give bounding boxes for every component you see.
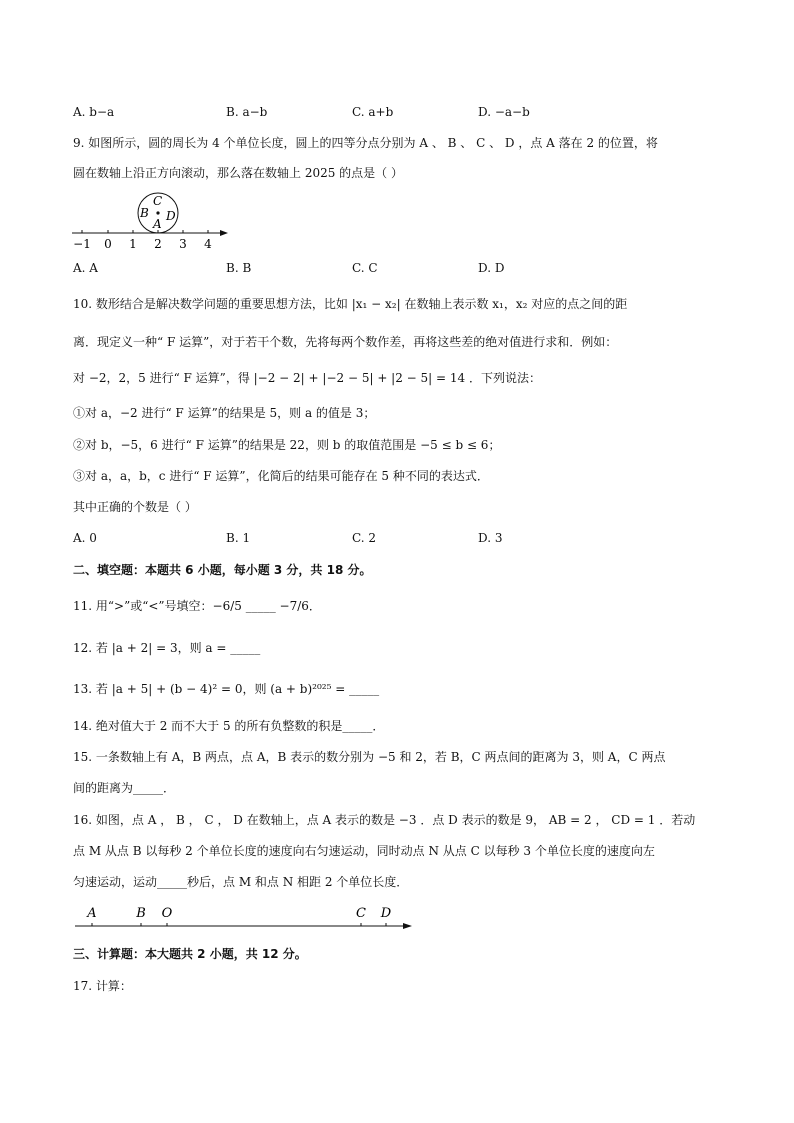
q9-tick-label: 4 <box>204 237 212 250</box>
q13: 13. 若 |a + 5| + (b − 4)² = 0，则 (a + b)²⁰²⁵ = _____ <box>73 682 380 696</box>
q9-point-c-label: C <box>153 194 163 208</box>
q9-tick-label: 1 <box>129 237 137 250</box>
q9-option-c: C. C <box>352 261 378 275</box>
q10-line3: 对 −2，2，5 进行“ F 运算”，得 |−2 − 2| + |−2 − 5| + |2 − 5| = 14 ．下列说法： <box>73 371 541 385</box>
q9-tick-label: 2 <box>154 237 162 250</box>
q9-tick-label: −1 <box>73 237 91 250</box>
q14: 14. 绝对值大于 2 而不大于 5 的所有负整数的积是_____． <box>73 719 385 733</box>
q8-option-d: D. −a−b <box>478 105 530 119</box>
q10-statement-3: ③对 a，a，b，c 进行“ F 运算”，化简后的结果可能存在 5 种不同的表达式． <box>73 469 489 483</box>
q9-line1: 9. 如图所示，圆的周长为 4 个单位长度，圆上的四等分点分别为 A 、 B 、 C 、 D ，点 A 落在 2 的位置，将 <box>73 136 658 150</box>
q10-question: 其中正确的个数是（ ） <box>73 500 197 514</box>
section-3-heading: 三、计算题：本大题共 2 小题，共 12 分。 <box>73 947 307 961</box>
q9-option-b: B. B <box>226 261 252 275</box>
q9-tick-label: 0 <box>104 237 112 250</box>
q10-line1: 10. 数形结合是解决数学问题的重要思想方法，比如 |x₁ − x₂| 在数轴上表示数 x₁，x₂ 对应的点之间的距 <box>73 297 628 311</box>
q10-option-c: C. 2 <box>352 531 377 545</box>
q9-point-d-label: D <box>166 209 176 223</box>
q9-axis-arrow <box>220 230 228 236</box>
q9-circle-center-dot <box>156 211 159 214</box>
section-2-heading: 二、填空题：本题共 6 小题，每小题 3 分，共 18 分。 <box>73 563 372 577</box>
q16-label-b: B <box>136 906 146 921</box>
q16-line1: 16. 如图，点 A ， B ， C ， D 在数轴上，点 A 表示的数是 −3 ．点 D 表示的数是 9， AB = 2 ， CD = 1 ．若动 <box>73 813 696 827</box>
q16-line2: 点 M 从点 B 以每秒 2 个单位长度的速度向右匀速运动，同时动点 N 从点 C 以每秒 3 个单位长度的速度向左 <box>73 844 655 858</box>
q10-option-a: A. 0 <box>73 531 97 545</box>
q16-label-d: D <box>380 906 392 921</box>
q16-number-line-figure <box>70 900 420 936</box>
q9-line2: 圆在数轴上沿正方向滚动，那么落在数轴上 2025 的点是（ ） <box>73 166 403 180</box>
q16-label-a: A <box>87 906 97 921</box>
q10-option-b: B. 1 <box>226 531 251 545</box>
q16-label-c: C <box>356 906 366 921</box>
q10-line2: 离．现定义一种“ F 运算”，对于若干个数，先将每两个数作差，再将这些差的绝对值进行求和．例如： <box>73 335 618 349</box>
q10-statement-1: ①对 a，−2 进行“ F 运算”的结果是 5，则 a 的值是 3； <box>73 406 376 420</box>
q10-statement-2: ②对 b，−5，6 进行“ F 运算”的结果是 22，则 b 的取值范围是 −5 ≤ b ≤ 6； <box>73 438 501 452</box>
q9-point-b-label: B <box>140 206 149 220</box>
q11: 11. 用“>”或“<”号填空：−6/5 _____ −7/6． <box>73 599 321 613</box>
q8-option-c: C. a+b <box>352 105 394 119</box>
q16-label-o: O <box>161 906 173 921</box>
q12: 12. 若 |a + 2| = 3，则 a = _____ <box>73 641 261 655</box>
q16-axis-arrow <box>403 923 412 929</box>
q17: 17. 计算： <box>73 979 132 993</box>
q10-option-d: D. 3 <box>478 531 503 545</box>
q9-tick-label: 3 <box>179 237 187 250</box>
q15-line2: 间的距离为_____． <box>73 781 176 795</box>
q8-option-a: A. b−a <box>73 105 115 119</box>
q9-point-a-label: A <box>153 217 162 231</box>
q16-line3: 匀速运动，运动_____秒后，点 M 和点 N 相距 2 个单位长度． <box>73 875 409 889</box>
q9-number-line-figure <box>68 190 238 250</box>
q15-line1: 15. 一条数轴上有 A，B 两点，点 A，B 表示的数分别为 −5 和 2，若 B，C 两点间的距离为 3，则 A，C 两点 <box>73 750 666 764</box>
q9-option-a: A. A <box>73 261 98 275</box>
q8-option-b: B. a−b <box>226 105 268 119</box>
q9-option-d: D. D <box>478 261 505 275</box>
